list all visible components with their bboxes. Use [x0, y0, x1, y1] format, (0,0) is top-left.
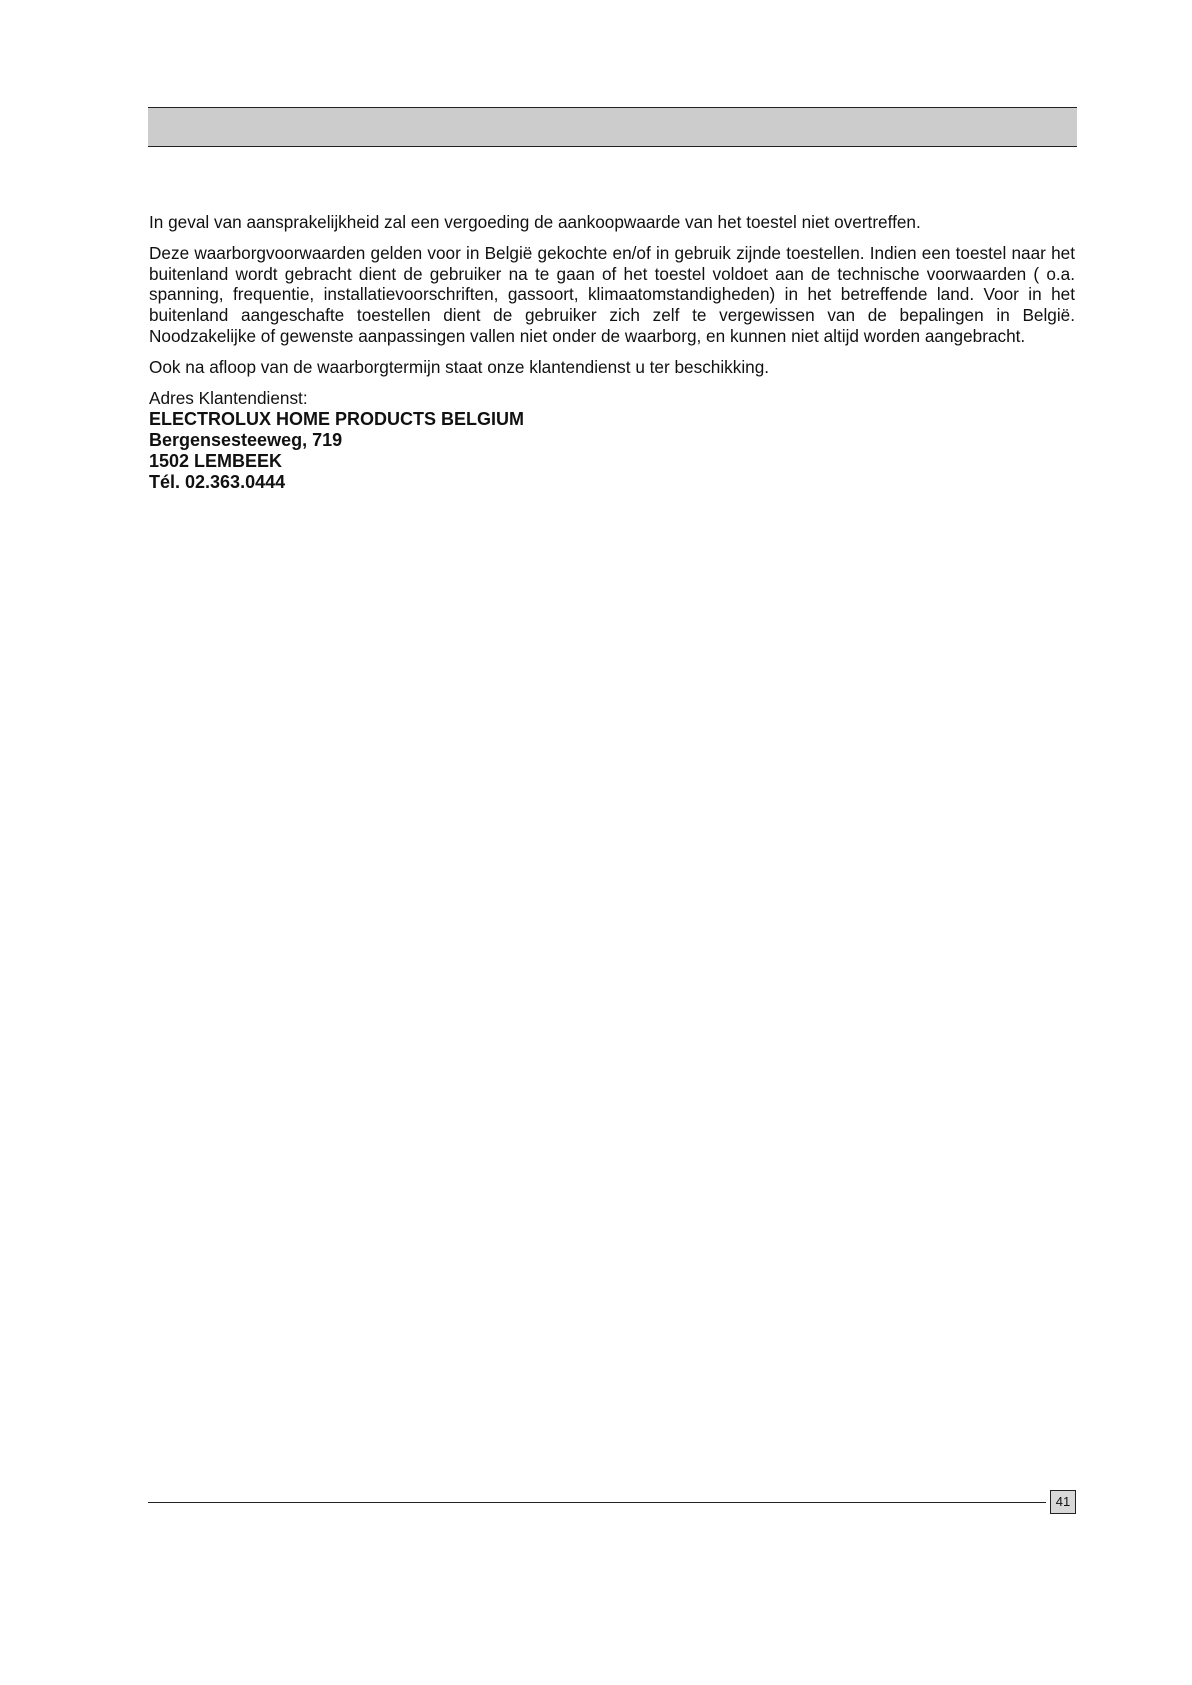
- address-block: [149, 388, 1075, 493]
- address-street: Bergensesteeweg, 719: [149, 429, 343, 450]
- document-body: [149, 212, 1075, 493]
- address-phone: Tél. 02.363.0444: [149, 471, 286, 492]
- paragraph-customer-service: Ook na afloop van de waarborgtermijn staat onze klantendienst u ter beschikking.: [149, 356, 770, 377]
- address-city: 1502 LEMBEEK: [149, 450, 283, 471]
- paragraph-liability: In geval van aansprakelijkheid zal een vergoeding de aankoopwaarde van het toestel niet overtreffen.: [149, 212, 921, 232]
- page-number: 41: [1050, 1490, 1076, 1514]
- address-label: Adres Klantendienst:: [149, 387, 308, 408]
- address-company: ELECTROLUX HOME PRODUCTS BELGIUM: [149, 408, 525, 429]
- header-band: [148, 107, 1077, 147]
- footer-rule: [148, 1502, 1046, 1503]
- paragraph-warranty-conditions: Deze waarborgvoorwaarden gelden voor in België gekochte en/of in gebruik zijnde toestellen. Indien een toestel naar het buitenland wordt gebracht dient de gebruiker na te gaan of het toestel voldoet aan de technische voorwaarden ( o.a. spanning, frequentie, installatievoorschriften, gassoort, klimaatomstandigheden) in het betreffende land. Voor in het buitenland aangeschafte toestellen dient de gebruiker zich zelf te vergewissen van de bepalingen in België. Noodzakelijke of gewenste aanpassingen vallen niet onder de waarborg, en kunnen niet altijd worden aangebracht.: [149, 242, 1075, 346]
